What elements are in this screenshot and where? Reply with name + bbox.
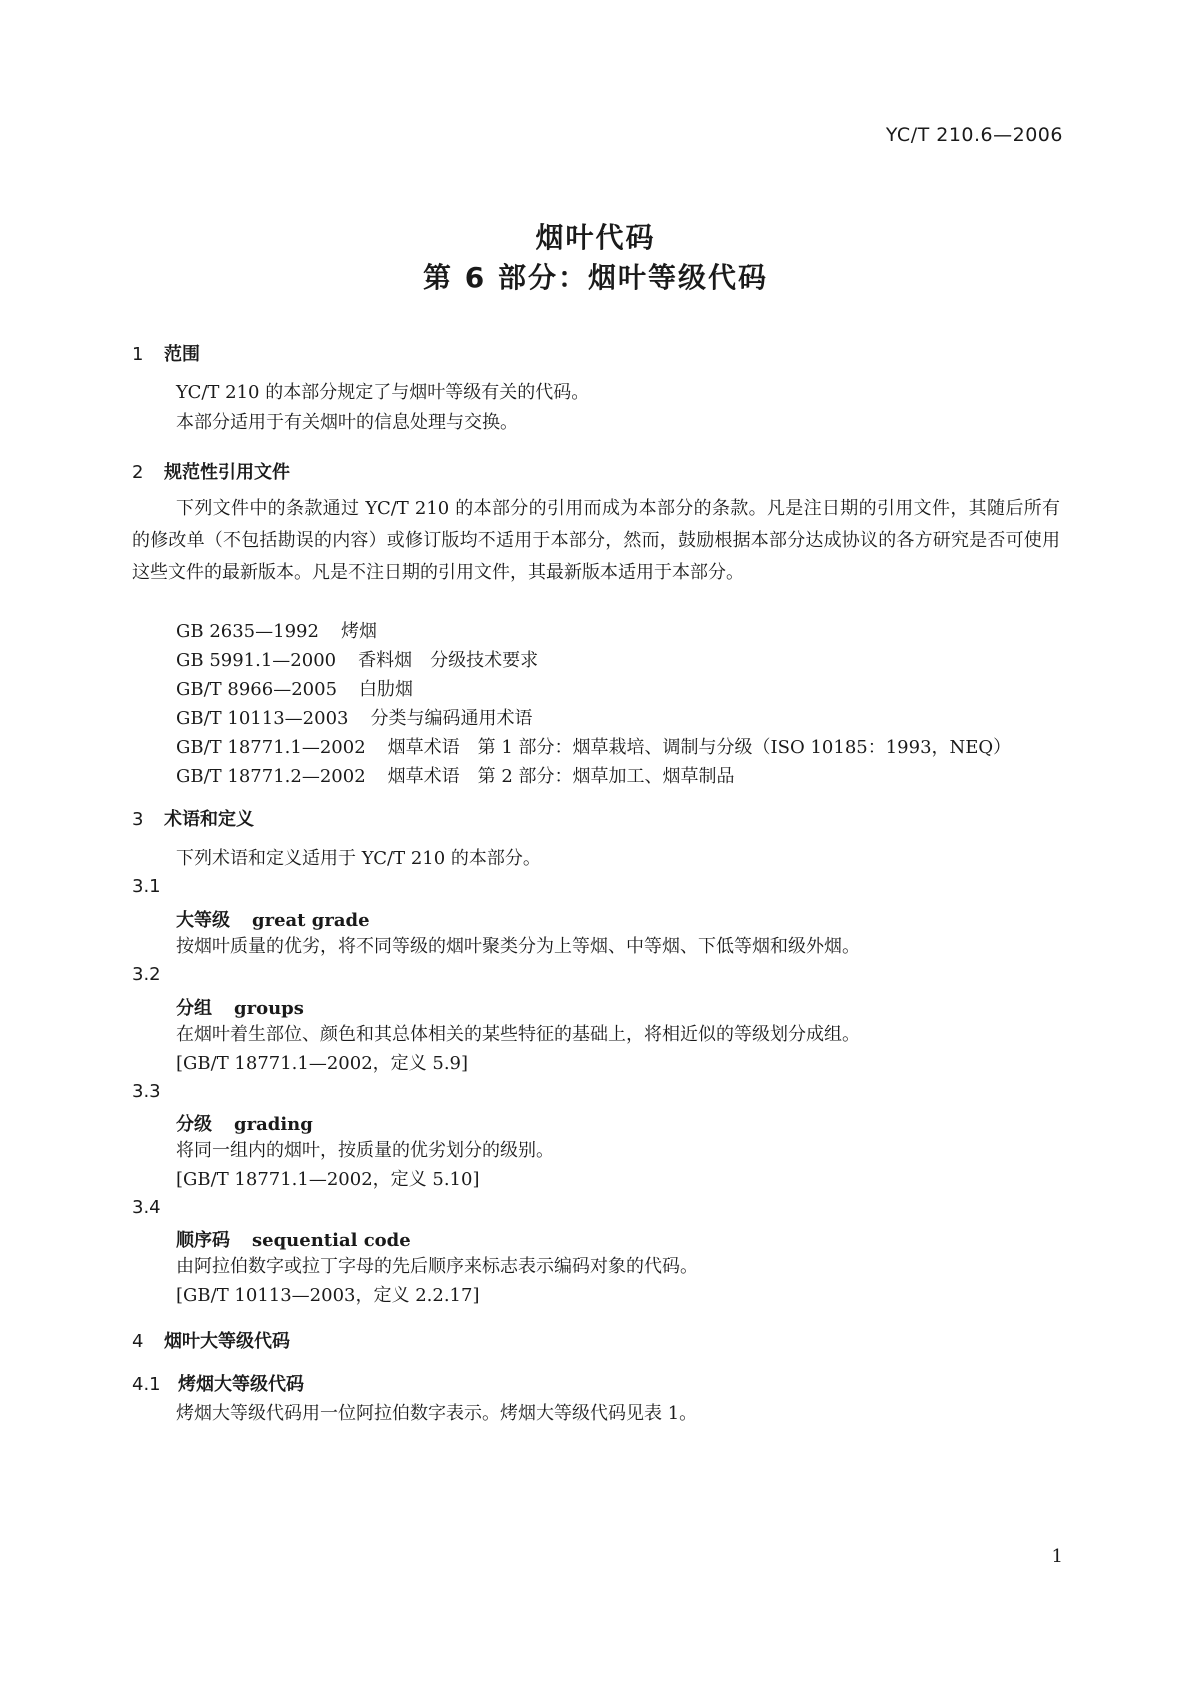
term-en: groups: [234, 998, 304, 1019]
term-definition: 在烟叶着生部位、颜色和其总体相关的某些特征的基础上，将相近似的等级划分成组。: [176, 1024, 860, 1045]
term-zh: 分组: [176, 998, 212, 1019]
paragraph: 烤烟大等级代码用一位阿拉伯数字表示。烤烟大等级代码见表 1。: [176, 1403, 698, 1424]
reference-title: 烟草术语 第 1 部分：烟草栽培、调制与分级（ISO 10185：1993，NEQ）: [387, 737, 1012, 758]
term-en: sequential code: [252, 1230, 411, 1251]
term-zh: 分级: [176, 1114, 212, 1135]
term-definition: 将同一组内的烟叶，按质量的优劣划分的级别。: [176, 1140, 554, 1161]
term-number: 3.1: [132, 876, 161, 897]
reference-title: 烟草术语 第 2 部分：烟草加工、烟草制品: [387, 766, 735, 787]
section-3-heading: [132, 805, 254, 831]
reference-code: GB/T 18771.2—2002: [176, 766, 366, 787]
term-zh: 大等级: [176, 910, 230, 931]
term-number: 3.3: [132, 1081, 161, 1102]
term-definition: 按烟叶质量的优劣，将不同等级的烟叶聚类分为上等烟、中等烟、下低等烟和级外烟。: [176, 936, 860, 957]
document-title: [0, 218, 1191, 298]
reference-item: [176, 675, 413, 701]
title-line-2: 第 6 部分：烟叶等级代码: [423, 261, 768, 294]
standard-code: YC/T 210.6—2006: [885, 124, 1063, 146]
term-definition: 由阿拉伯数字或拉丁字母的先后顺序来标志表示编码对象的代码。: [176, 1256, 698, 1277]
section-number: 2: [132, 462, 144, 483]
subsection-4-1-heading: [132, 1370, 304, 1396]
reference-code: GB/T 10113—2003: [176, 708, 349, 729]
reference-title: 分类与编码通用术语: [370, 708, 533, 729]
term-title: [176, 906, 370, 932]
reference-code: GB/T 8966—2005: [176, 679, 338, 700]
section-2-heading: [132, 458, 290, 484]
term-title: [176, 1226, 411, 1252]
page-number: 1: [1051, 1546, 1063, 1567]
section-4-heading: [132, 1327, 290, 1353]
subsection-title: 烤烟大等级代码: [178, 1374, 304, 1395]
reference-code: GB 2635—1992: [176, 621, 319, 642]
reference-item: [176, 646, 538, 672]
paragraph: 本部分适用于有关烟叶的信息处理与交换。: [176, 412, 518, 433]
title-line-1: 烟叶代码: [535, 221, 656, 254]
reference-item: [176, 733, 1011, 759]
subsection-number: 4.1: [132, 1374, 161, 1395]
reference-item: [176, 762, 735, 788]
term-zh: 顺序码: [176, 1230, 230, 1251]
term-source: [GB/T 18771.1—2002，定义 5.10]: [176, 1169, 480, 1190]
reference-title: 烤烟: [340, 621, 377, 642]
section-title: 范围: [164, 344, 200, 365]
reference-title: 香料烟 分级技术要求: [358, 650, 539, 671]
term-title: [176, 1110, 313, 1136]
paragraph: 下列术语和定义适用于 YC/T 210 的本部分。: [176, 848, 541, 869]
reference-item: [176, 617, 377, 643]
reference-title: 白肋烟: [359, 679, 414, 700]
section-title: 规范性引用文件: [164, 462, 290, 483]
term-en: grading: [234, 1114, 313, 1135]
paragraph: 下列文件中的条款通过 YC/T 210 的本部分的引用而成为本部分的条款。凡是注日期的引用文件，其随后所有的修改单（不包括勘误的内容）或修订版均不适用于本部分，然而，鼓励根据本部分达成协议的各方研究是否可使用这些文件的最新版本。凡是不注日期的引用文件，其最新版本适用于本部分。: [132, 498, 1060, 583]
term-source: [GB/T 10113—2003，定义 2.2.17]: [176, 1285, 480, 1306]
term-en: great grade: [252, 910, 370, 931]
section-title: 烟叶大等级代码: [164, 1331, 290, 1352]
paragraph: YC/T 210 的本部分规定了与烟叶等级有关的代码。: [176, 382, 590, 403]
reference-code: GB 5991.1—2000: [176, 650, 337, 671]
term-number: 3.4: [132, 1197, 161, 1218]
section-1-heading: [132, 340, 200, 366]
reference-item: [176, 704, 532, 730]
term-source: [GB/T 18771.1—2002，定义 5.9]: [176, 1053, 469, 1074]
section-number: 1: [132, 344, 144, 365]
reference-code: GB/T 18771.1—2002: [176, 737, 366, 758]
section-title: 术语和定义: [164, 809, 254, 830]
section-number: 3: [132, 809, 144, 830]
term-title: [176, 994, 304, 1020]
section-number: 4: [132, 1331, 144, 1352]
term-number: 3.2: [132, 964, 161, 985]
